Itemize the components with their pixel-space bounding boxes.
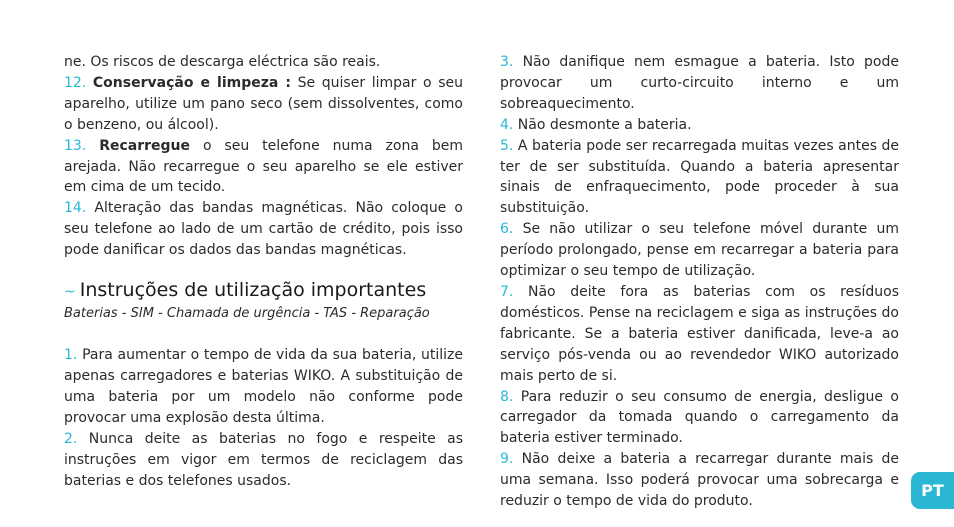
- intro-text: ne. Os riscos de descarga eléctrica são reais.: [64, 54, 381, 70]
- item-text: Não desmonte a bateria.: [513, 116, 692, 133]
- item-1: [64, 345, 463, 429]
- spacer: [64, 324, 463, 345]
- item-5: [500, 136, 899, 220]
- item-text: o seu telefone numa zona bem arejada. Não recarregue o seu aparelho se ele estiver em cima de um tecido.: [64, 137, 463, 196]
- item-number: 7.: [500, 283, 514, 300]
- item-13: [64, 136, 463, 199]
- item-9: [500, 449, 899, 512]
- item-title: Recarregue: [99, 137, 191, 154]
- item-text: A bateria pode ser recarregada muitas vezes antes de ter de ser substituída. Quando a bateria apresentar sinais de enfraquecimento, pode proceder à sua substituição.: [500, 137, 899, 217]
- item-3: [500, 52, 899, 115]
- item-text: Alteração das bandas magnéticas. Não coloque o seu telefone ao lado de um cartão de crédito, pois isso pode danificar os dados das bandas magnéticas.: [64, 200, 463, 259]
- item-8: [500, 387, 899, 450]
- item-text: Não deite fora as baterias com os resíduos domésticos. Pense na reciclagem e siga as instruções do fabricante. Se a bateria estiver danificada, leve-a ao serviço pós-venda ou ao revendedor WIKO autorizado mais perto de si.: [500, 283, 899, 384]
- language-badge: PT: [911, 472, 954, 509]
- left-column: [64, 52, 463, 491]
- heading-marker: ~: [64, 284, 76, 301]
- item-4: [500, 115, 899, 136]
- item-14: [64, 198, 463, 261]
- item-number: 3.: [500, 54, 514, 70]
- item-text: Nunca deite as baterias no fogo e respeite as instruções em vigor em termos de reciclagem das baterias e dos telefones usados.: [64, 430, 463, 489]
- item-title: Conservação e limpeza :: [92, 74, 292, 91]
- right-column: [500, 52, 899, 512]
- item-number: 14.: [64, 200, 87, 217]
- item-number: 8.: [500, 388, 514, 405]
- item-number: 4.: [500, 116, 514, 133]
- item-6: [500, 219, 899, 282]
- item-text: Não deixe a bateria a recarregar durante mais de uma semana. Isso poderá provocar uma sobrecarga e reduzir o tempo de vida do produto.: [500, 451, 899, 510]
- item-text: Não danifique nem esmague a bateria. Isto pode provocar um curto-circuito interno e um sobreaquecimento.: [500, 54, 899, 112]
- item-number: 1.: [64, 347, 78, 364]
- item-2: [64, 429, 463, 492]
- item-number: 6.: [500, 221, 514, 238]
- item-number: 12.: [64, 74, 87, 91]
- section-subtitle: Baterias - SIM - Chamada de urgência - TAS - Reparação: [64, 306, 430, 322]
- section-heading: [64, 278, 463, 304]
- item-text: Para reduzir o seu consumo de energia, desligue o carregador da tomada quando o carregamento da bateria estiver terminado.: [500, 388, 899, 447]
- item-number: 5.: [500, 137, 514, 154]
- item-7: [500, 282, 899, 387]
- heading-text: Instruções de utilização importantes: [79, 279, 427, 302]
- item-number: 9.: [500, 451, 514, 468]
- item-text: Para aumentar o tempo de vida da sua bateria, utilize apenas carregadores e baterias WIKO. A substituição de uma bateria por um modelo não conforme pode provocar uma explosão desta última.: [64, 347, 463, 426]
- item-text: Se quiser limpar o seu aparelho, utilize um pano seco (sem dissolventes, como o benzeno, ou álcool).: [64, 74, 463, 133]
- item-number: 13.: [64, 137, 87, 154]
- item-number: 2.: [64, 430, 78, 447]
- item-text: Se não utilizar o seu telefone móvel durante um período prolongado, pense em recarregar a bateria para optimizar o seu tempo de utilização.: [500, 221, 899, 280]
- item-12: [64, 73, 463, 136]
